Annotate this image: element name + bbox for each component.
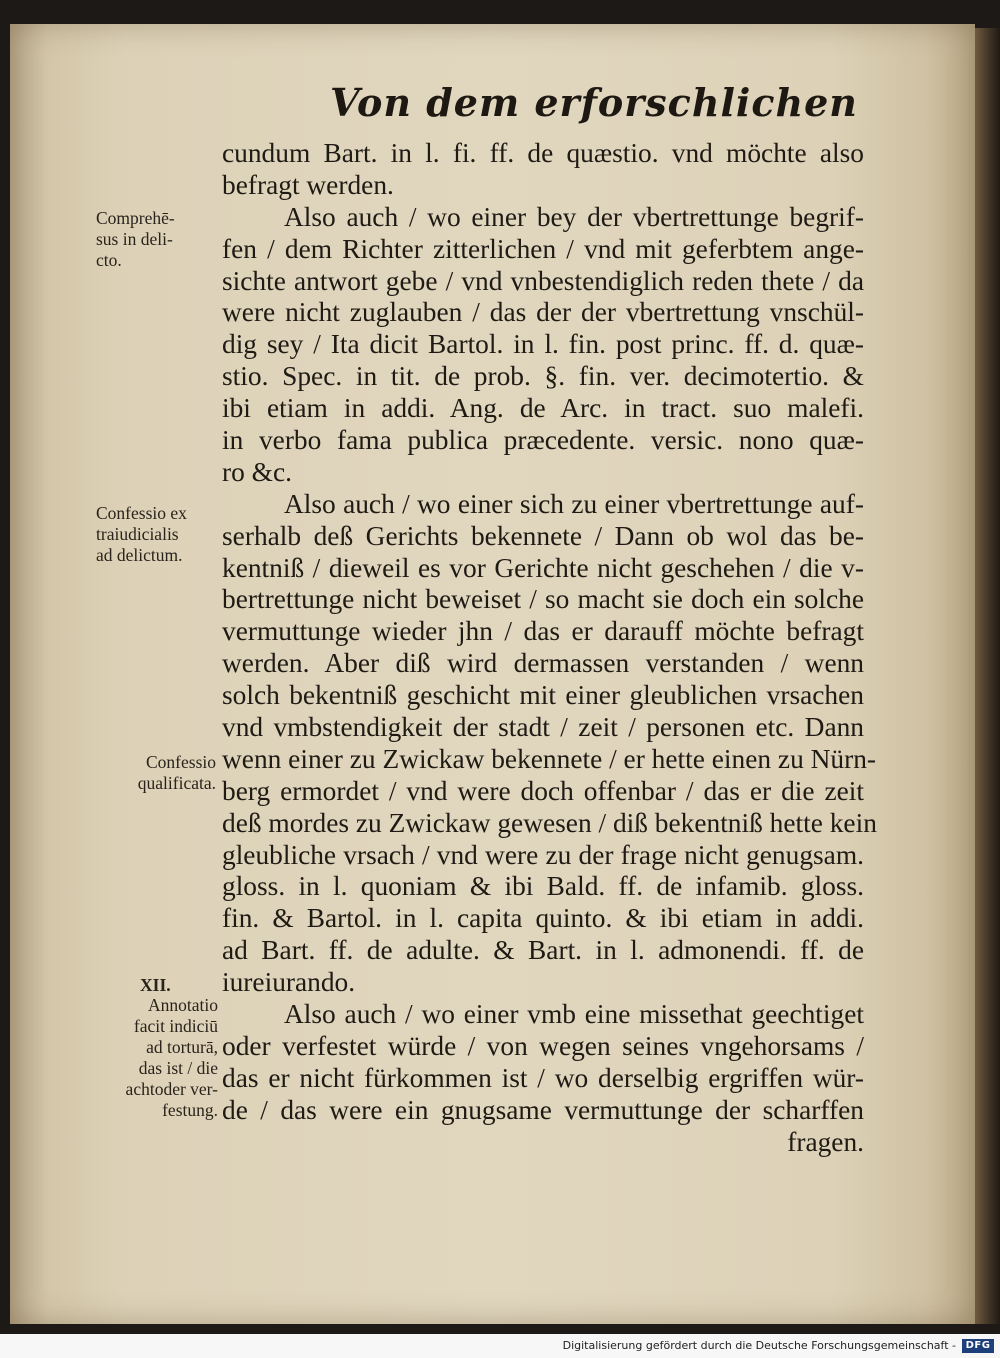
text-line: ad Bart. ff. de adulte. & Bart. in l. admonendi. ff. de	[222, 935, 864, 966]
text-line: stio. Spec. in tit. de prob. §. fin. ver. decimotertio. &	[222, 361, 864, 392]
margin-note-line: cto.	[96, 250, 122, 270]
margin-note-comprehensus	[96, 208, 226, 271]
text-line: fen / dem Richter zitterlichen / vnd mit geferbtem ange-	[222, 233, 864, 264]
funding-credit: Digitalisierung gefördert durch die Deutsche Forschungsgemeinschaft -	[562, 1339, 956, 1352]
text-line: cundum Bart. in l. fi. ff. de quæstio. vnd möchte also	[222, 138, 864, 168]
text-line: gleubliche vrsach / vnd were zu der frage nicht genugsam.	[222, 839, 864, 870]
footer-bar	[0, 1334, 1000, 1358]
margin-note-confessio-extra	[96, 503, 226, 566]
dfg-logo[interactable]: DFG	[962, 1339, 994, 1353]
text-line: deß mordes zu Zwickaw gewesen / diß bekentniß hette kein	[222, 807, 877, 838]
text-line: das er nicht fürkommen ist / wo derselbig ergriffen wür-	[222, 1062, 864, 1093]
text-line: dig sey / Ita dicit Bartol. in l. fin. post princ. ff. d. quæ-	[222, 329, 864, 360]
text-line: ro &c.	[222, 456, 292, 487]
text-line: bertrettunge nicht beweiset / so macht sie doch ein solche	[222, 584, 864, 615]
margin-note-line: sus in deli-	[96, 229, 173, 249]
text-line: gloss. in l. quoniam & ibi Bald. ff. de infamib. gloss.	[222, 871, 864, 902]
text-line: oder verfestet würde / von wegen seines vngehorsams /	[222, 1030, 864, 1061]
text-line: Also auch / wo einer sich zu einer vbertrettunge auf-	[284, 488, 864, 519]
text-line: vnd vmbstendigkeit der stadt / zeit / personen etc. Dann	[222, 712, 864, 743]
margin-note-line: das ist / die	[138, 1058, 218, 1078]
running-title: Von dem erforschlichen	[330, 80, 858, 125]
margin-note-line: ad torturā,	[146, 1037, 218, 1057]
text-line: iureiurando.	[222, 967, 356, 998]
text-line: Also auch / wo einer bey der vbertrettunge begrif-	[284, 201, 864, 232]
margin-note-line: Confessio	[146, 752, 216, 772]
text-line: berg ermordet / vnd were doch offenbar / das er die zeit	[222, 775, 864, 806]
margin-note-line: Confessio ex	[96, 503, 187, 523]
margin-note-line: Annotatio	[148, 995, 218, 1015]
margin-note-line: festung.	[162, 1100, 218, 1120]
text-line: de / das were ein gnugsame vermuttunge der scharffen	[222, 1094, 864, 1125]
page-edge-shadow	[975, 28, 1000, 1324]
text-line: werden. Aber diß wird dermassen verstanden / wenn	[222, 648, 864, 679]
margin-note-confessio-qualificata	[96, 752, 216, 794]
margin-note-line: qualificata.	[137, 773, 216, 793]
text-line: in verbo fama publica præcedente. versic. nono quæ-	[222, 425, 864, 456]
margin-note-line: Comprehē-	[96, 208, 175, 228]
text-line: fin. & Bartol. in l. capita quinto. & ibi etiam in addi.	[222, 903, 864, 934]
section-number: XII.	[140, 975, 171, 995]
margin-note-line: ad delictum.	[96, 545, 183, 565]
text-line: sichte antwort gebe / vnd vnbestendiglich reden thete / da	[222, 265, 864, 296]
body-text	[222, 138, 877, 1159]
margin-note-line: traiudicialis	[96, 524, 179, 544]
margin-note-annotatio	[96, 995, 218, 1121]
margin-note-line: facit indiciū	[133, 1016, 218, 1036]
text-line: Also auch / wo einer vmb eine missethat geechtiget	[284, 999, 864, 1030]
text-line: serhalb deß Gerichts bekennete / Dann ob wol das be-	[222, 520, 864, 551]
text-line: were nicht zuglauben / das der der vbertrettung vnschül-	[222, 297, 864, 328]
text-line: befragt werden.	[222, 169, 394, 200]
text-line: vermuttunge wieder jhn / das er darauff möchte befragt	[222, 616, 864, 647]
text-line: solch bekentniß geschicht mit einer gleublichen vrsachen	[222, 680, 864, 711]
margin-note-line: achtoder ver-	[125, 1079, 218, 1099]
text-line: fragen.	[787, 1126, 864, 1157]
text-line: kentniß / dieweil es vor Gerichte nicht geschehen / die v-	[222, 552, 864, 583]
text-line: wenn einer zu Zwickaw bekennete / er hette einen zu Nürn-	[222, 743, 877, 774]
text-line: ibi etiam in addi. Ang. de Arc. in tract. suo malefi.	[222, 393, 864, 424]
